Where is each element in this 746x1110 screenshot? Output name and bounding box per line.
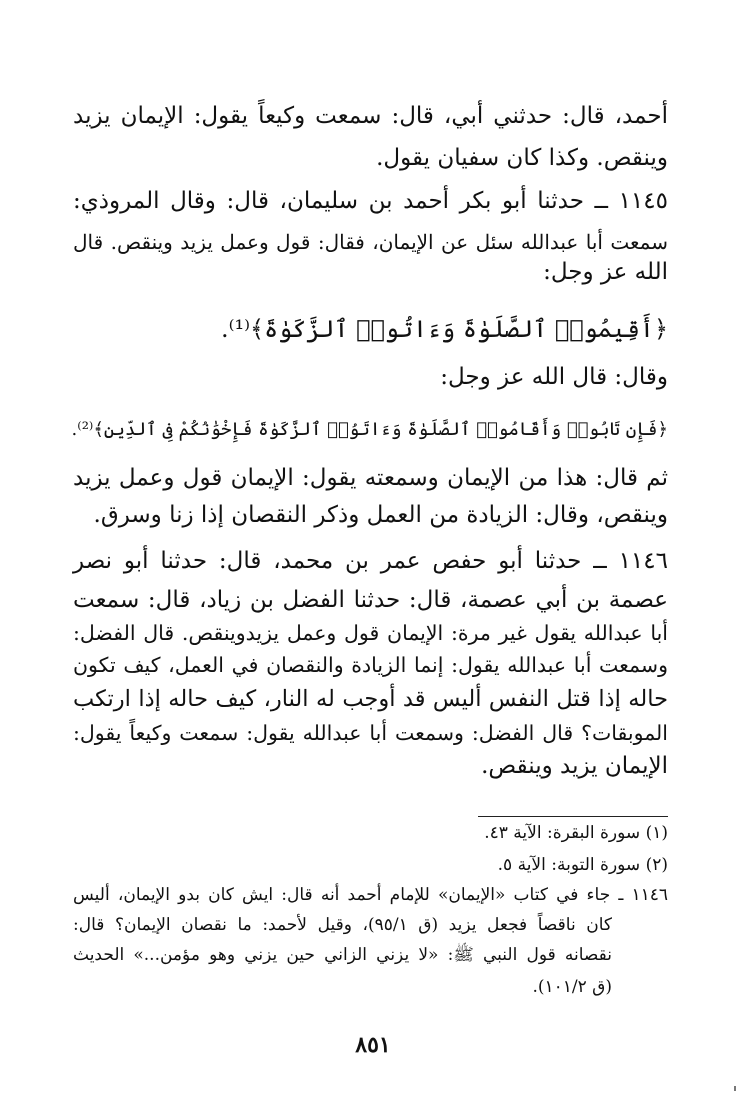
footnote-1146-line-3: نقصانه قول النبي ﷺ: «لا يزني الزاني حين يزني وهو مؤمن...» الحديث — [73, 945, 612, 965]
quran-verse-1: ﴿أَقِيمُوا۟ ٱلصَّلَوٰةَ وَءَاتُوا۟ ٱلزَّكَوٰةَ﴾⁽¹⁾. — [220, 315, 668, 343]
hadith-1146-line-6: الموبقات؟ قال الفضل: وسمعت أبا عبدالله يقول: سمعت وكيعاً يقول: — [73, 721, 668, 745]
hadith-1146-line-7: الإيمان يزيد وينقص. — [481, 753, 668, 779]
hadith-1145-line-1: ١١٤٥ ــ حدثنا أبو بكر أحمد بن سليمان، قال: وقال المروذي: — [73, 188, 668, 214]
footnote-1: (١) سورة البقرة: الآية ٤٣. — [484, 823, 668, 843]
hadith-1146-line-5: حاله إذا قتل النفس أليس قد أوجب له النار، كيف حاله إذا ارتكب — [73, 686, 668, 712]
page-number: ٨٥١ — [355, 1032, 391, 1058]
hadith-1146-line-4: وسمعت أبا عبدالله يقول: إنما الزيادة والنقصان في العمل، كيف تكون — [73, 653, 668, 677]
body-line-then-said-1: ثم قال: هذا من الإيمان وسمعته يقول: الإيمان قول وعمل يزيد — [73, 465, 668, 491]
footnote-1146-line-1: ١١٤٦ ـ جاء في كتاب «الإيمان» للإمام أحمد أنه قال: ايش كان بدو الإيمان، أليس — [73, 885, 668, 905]
footnote-separator — [478, 816, 668, 817]
body-line-said: وقال: قال الله عز وجل: — [440, 364, 668, 390]
hadith-1146-line-2: عصمة بن أبي عصمة، قال: حدثنا الفضل بن زياد، قال: سمعت — [73, 587, 668, 613]
hadith-1146-line-3: أبا عبدالله يقول غير مرة: الإيمان قول وعمل يزيدوينقص. قال الفضل: — [73, 621, 668, 645]
body-line-then-said-2: وينقص، وقال: الزيادة من العمل وذكر النقصان إذا زنا وسرق. — [93, 502, 668, 528]
footnote-1146-line-2: كان ناقصاً فجعل يزيد (ق ٩٥/١)، وقيل لأحمد: ما نقصان الإيمان؟ قال: — [73, 915, 613, 935]
body-line-2: وينقص. وكذا كان سفيان يقول. — [376, 145, 668, 171]
hadith-1145-line-3: الله عز وجل: — [543, 259, 668, 285]
hadith-1145-line-2: سمعت أبا عبدالله سئل عن الإيمان، فقال: قول وعمل يزيد وينقص. قال — [73, 230, 668, 254]
footnote-2: (٢) سورة التوبة: الآية ٥. — [497, 855, 668, 875]
hadith-1146-line-1: ١١٤٦ ــ حدثنا أبو حفص عمر بن محمد، قال: حدثنا أبو نصر — [73, 548, 668, 574]
body-line-1: أحمد، قال: حدثني أبي، قال: سمعت وكيعاً يقول: الإيمان يزيد — [73, 103, 668, 129]
footnote-1146-line-4: (ق ١٠١/٢). — [532, 977, 612, 997]
quran-verse-2: ﴿فَإِن تَابُوا۟ وَأَقَامُوا۟ ٱلصَّلَوٰةَ وَءَاتَوُا۟ ٱلزَّكَوٰةَ فَإِخْوَٰنُكُمْ فِى ٱلدِّينِ﴾⁽²⁾. — [71, 419, 668, 440]
scan-speck — [734, 1086, 736, 1091]
